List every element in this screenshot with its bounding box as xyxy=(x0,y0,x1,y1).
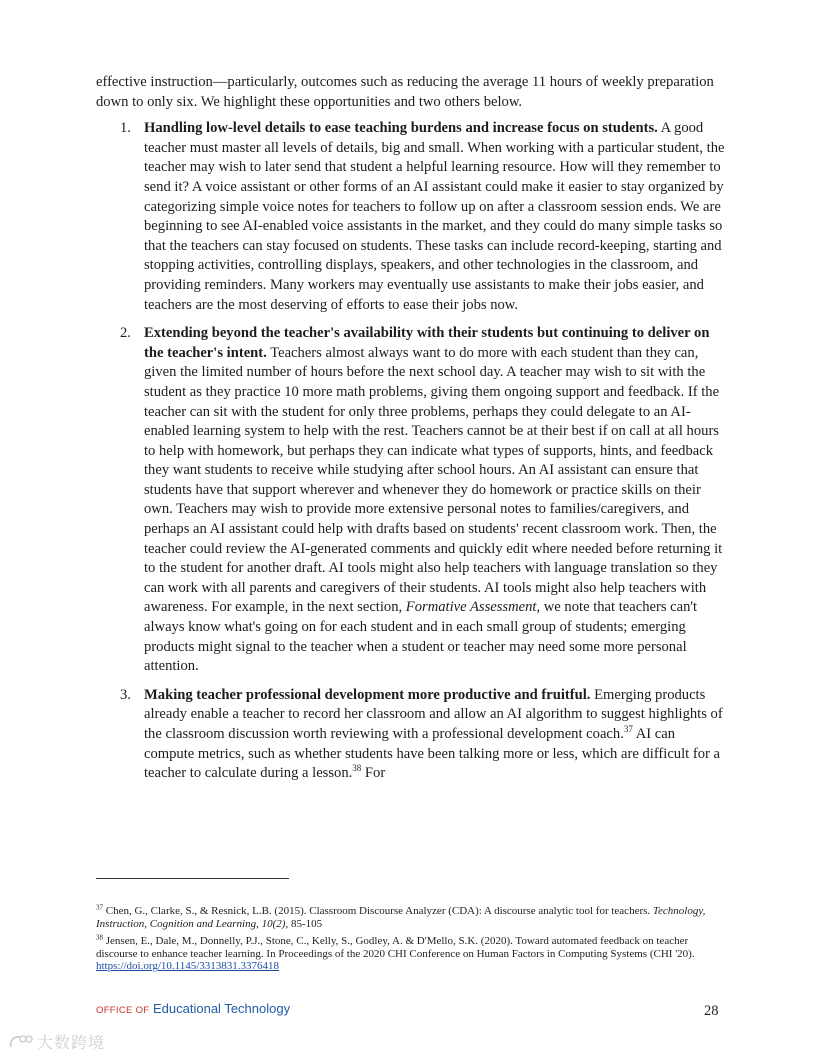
footer-branding xyxy=(96,1001,290,1016)
footnote-pages: 85-105 xyxy=(288,917,323,930)
footnote-number: 38 xyxy=(96,933,103,942)
item-text: Teachers almost always want to do more with each student than they can, given the limited number of hours before the next school day. A teacher may wish to sit with the student as they practice 10 more math problems, giving them ongoing support and feedback. If the teacher can sit with the student for only three problems, perhaps they could delegate to an AI-enabled learning system to help with the rest. Teachers cannot be at their best if on call at all hours to help with homework, but perhaps they can indicate what types of supports, hints, and feedback they want students to receive while studying after school hours. An AI assistant can ensure that students have that support wherever and whenever they do homework or practice skills on their own. Teachers may wish to provide more extensive personal notes to families/caregivers, and perhaps an AI assistant could help with drafts based on students' recent classroom work. Then, the teacher could review the AI-generated comments and quickly edit where needed before returning it to the student for another draft. AI tools might also help teachers with language translation so they can work with all parents and caregivers of their students. AI tools might also help teachers with awareness. For example, in the next section, xyxy=(144,344,723,616)
office-label: OFFICE OF xyxy=(96,1005,150,1016)
footnote-journal: Technology, Instruction, Cognition and Learning, 10(2), xyxy=(96,905,706,930)
list-item xyxy=(96,686,726,784)
office-name: Educational Technology xyxy=(153,1001,291,1016)
list-item xyxy=(96,119,726,315)
opportunity-list xyxy=(96,119,726,784)
intro-paragraph: effective instruction—particularly, outcomes such as reducing the average 11 hours of weekly preparation down to only six. We highlight these opportunities and two others below. xyxy=(96,74,714,110)
item-text: Emerging products already enable a teacher to record her classroom and allow an AI algorithm to suggest highlights of the classroom discussion worth reviewing with a professional development coach. xyxy=(144,686,723,742)
watermark xyxy=(8,1030,105,1053)
item-text: A good teacher must master all levels of details, big and small. When working with a particular student, the teacher may wish to later send that student a helpful learning resource. How will they remember to send it? A voice assistant or other forms of an AI assistant could make it easier to stay organized by categorizing simple voice notes for teachers to follow up on after a classroom session ends. We are beginning to see AI-enabled voice assistants in the market, and they could do many simple tasks so that the teachers can stay focused on students. These tasks can include record-keeping, starting and stopping activities, controlling displays, speakers, and other technologies in the classroom, and providing reminders. Many workers may eventually use assistants to make their jobs easier, and teachers are the most deserving of efforts to ease their jobs now. xyxy=(144,120,725,313)
footnote-37 xyxy=(96,905,726,930)
footnote-number: 37 xyxy=(96,903,103,912)
footnotes xyxy=(96,905,726,978)
body-text xyxy=(96,73,726,793)
footnote-38 xyxy=(96,935,726,973)
footnote-ref-37[interactable]: 37 xyxy=(623,724,633,735)
list-number: 2. xyxy=(120,325,131,342)
item-text-continued: , we note that teachers can't always know what's going on for each student and in each small group of students; emerging products might signal to the teacher when a student or teacher may need some more personal attention. xyxy=(144,599,698,675)
watermark-text: 大数跨境 xyxy=(37,1033,106,1052)
footnote-text: Jensen, E., Dale, M., Donnelly, P.J., Stone, C., Kelly, S., Godley, A. & D'Mello, S.K. (2020). Toward automated feedback on teacher discourse to enhance teacher learning. In Proceedings of the 2020 CHI Conference on Human Factors in Computing Systems (CHI '20). xyxy=(96,935,695,960)
item-heading: Making teacher professional development more productive and fruitful. xyxy=(144,686,591,703)
footnote-divider xyxy=(96,878,289,879)
list-number: 3. xyxy=(120,686,131,703)
footnote-text: Chen, G., Clarke, S., & Resnick, L.B. (2015). Classroom Discourse Analyzer (CDA): A discourse analytic tool for teachers. xyxy=(103,905,653,917)
item-heading: Extending beyond the teacher's availability with their students but continuing to deliver on the teacher's intent. xyxy=(144,325,710,361)
item-heading: Handling low-level details to ease teaching burdens and increase focus on students. xyxy=(144,120,658,137)
item-text-continued: AI can compute metrics, such as whether students have been talking more or less, which are difficult for a teacher to calculate during a lesson. xyxy=(144,726,721,782)
item-text-tail: For xyxy=(361,765,386,782)
watermark-logo-icon xyxy=(8,1033,34,1051)
section-reference: Formative Assessment xyxy=(405,599,537,616)
page-number: 28 xyxy=(704,1003,719,1019)
footnote-ref-38[interactable]: 38 xyxy=(352,763,362,774)
list-number: 1. xyxy=(120,120,131,137)
doi-link[interactable]: https://doi.org/10.1145/3313831.3376418 xyxy=(96,960,280,973)
list-item xyxy=(96,324,726,677)
